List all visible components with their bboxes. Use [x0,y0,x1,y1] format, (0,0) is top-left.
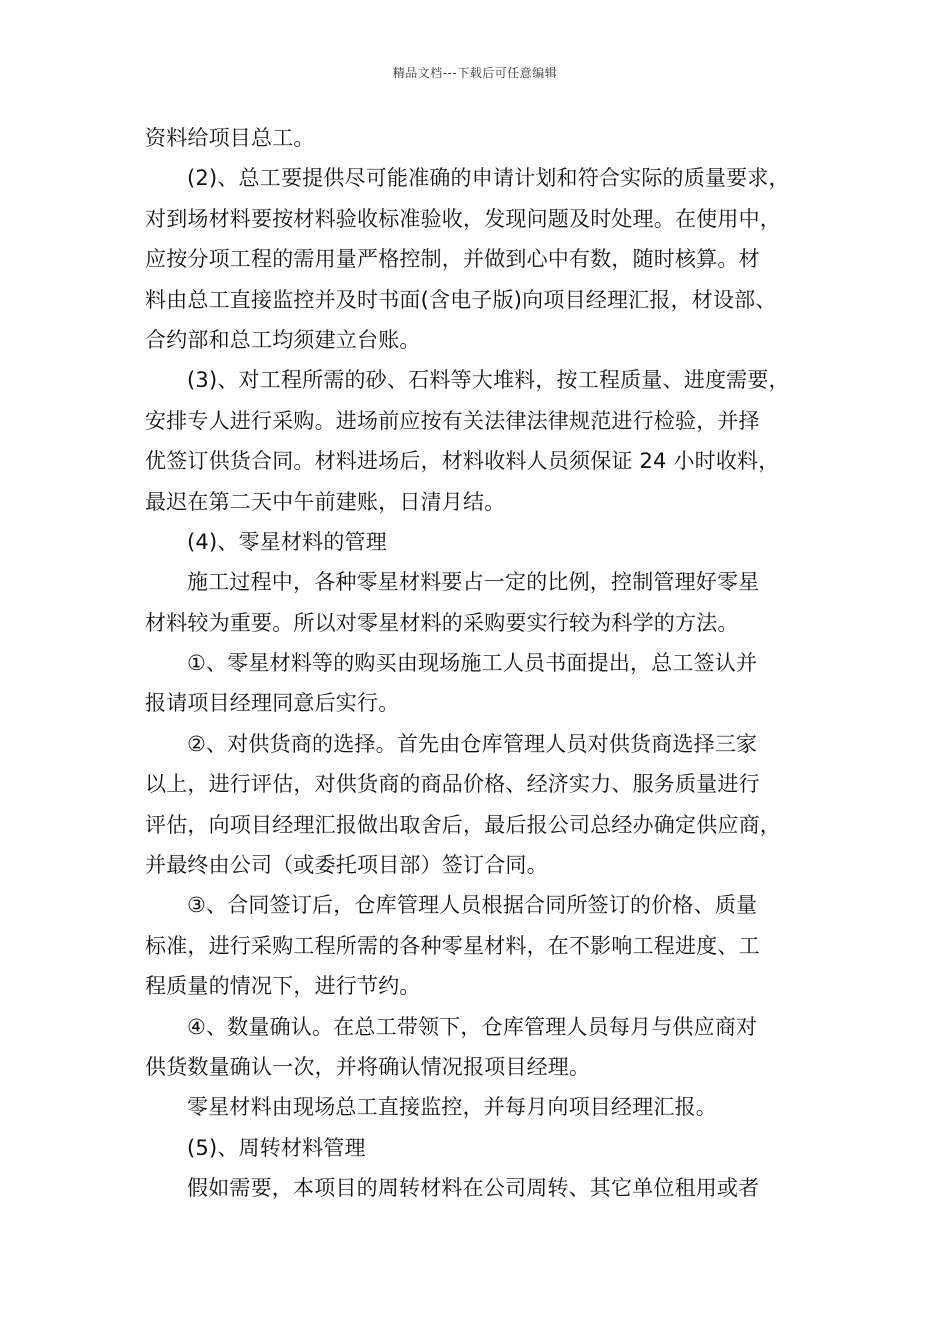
text-line: 合约部和总工均须建立台账。 [145,327,421,352]
text-line: 施工过程中，各种零星材料要占一定的比例，控制管理好零星 [187,570,760,595]
text-line: ③、合同签订后，仓库管理人员根据合同所签订的价格、质量 [187,893,758,918]
text-line: 报请项目经理同意后实行。 [145,691,400,716]
text-line: 最迟在第二天中午前建账，日清月结。 [145,489,506,514]
text-line: 以上，进行评估，对供货商的商品价格、经济实力、服务质量进行 [145,772,760,797]
text-line: (3)、对工程所需的砂、石料等大堆料，按工程质量、进度需要， [187,368,790,393]
text-line: 优签订供货合同。材料进场后，材料收料人员须保证 24 小时收料， [145,449,780,474]
text-line: 评估，向项目经理汇报做出取舍后，最后报公司总经办确定供应商， [145,812,781,837]
text-line: 程质量的情况下，进行节约。 [145,974,421,999]
text-line: 零星材料由现场总工直接监控，并每月向项目经理汇报。 [187,1095,717,1120]
text-line: 对到场材料要按材料验收标准验收，发现问题及时处理。在使用中， [145,206,781,231]
text-line: 安排专人进行采购。进场前应按有关法律法律规范进行检验，并择 [145,408,760,433]
text-line: 应按分项工程的需用量严格控制，并做到心中有数，随时核算。材 [145,247,760,272]
text-line: ④、数量确认。在总工带领下，仓库管理人员每月与供应商对 [187,1014,758,1039]
text-line: 假如需要，本项目的周转材料在公司周转、其它单位租用或者 [187,1176,760,1201]
text-line: ①、零星材料等的购买由现场施工人员书面提出，总工签认并 [187,651,758,676]
page-header: 精品文档---下载后可任意编辑 [392,66,558,80]
text-line: (2)、总工要提供尽可能准确的申请计划和符合实际的质量要求， [187,166,790,191]
text-line: 料由总工直接监控并及时书面(含电子版)向项目经理汇报，材设部、 [145,287,777,312]
text-line: 标准，进行采购工程所需的各种零星材料，在不影响工程进度、工 [145,933,760,958]
text-line: 并最终由公司（或委托项目部）签订合同。 [145,853,548,878]
text-line: ②、对供货商的选择。首先由仓库管理人员对供货商选择三家 [187,731,758,756]
text-line: (4)、零星材料的管理 [187,529,387,554]
text-line: (5)、周转材料管理 [187,1135,366,1160]
text-line: 材料较为重要。所以对零星材料的采购要实行较为科学的方法。 [145,610,739,635]
text-line: 供货数量确认一次，并将确认情况报项目经理。 [145,1054,591,1079]
document-body [145,118,825,1209]
text-line: 资料给项目总工。 [145,126,315,150]
